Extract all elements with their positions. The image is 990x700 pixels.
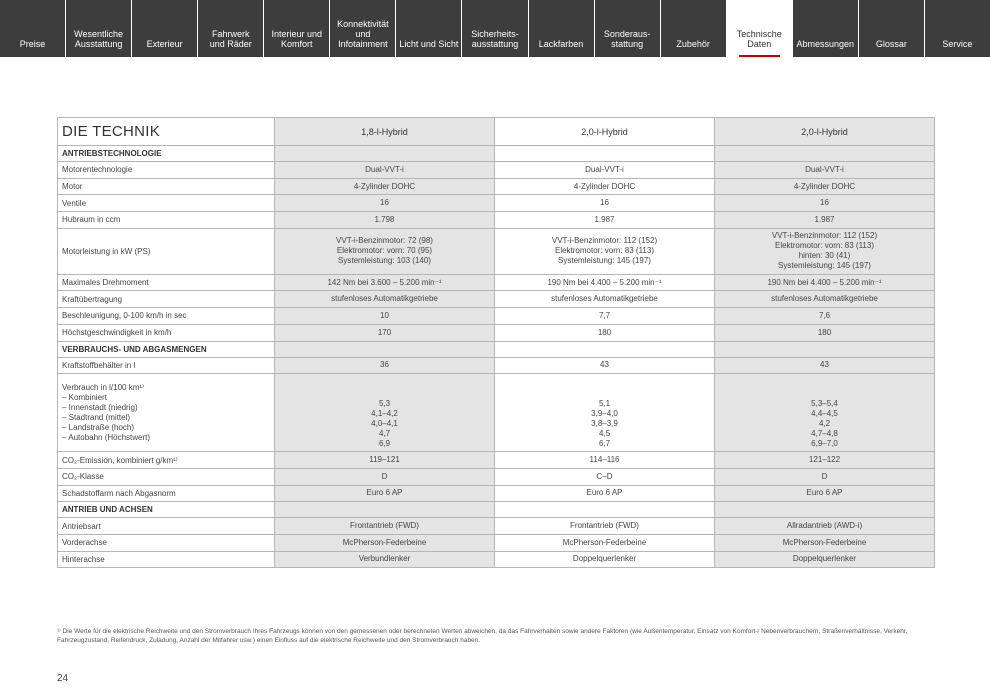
cell-value: 5,3–5,4 4,4–4,5 4,2 4,7–4,8 6,9–7,0 — [715, 374, 935, 452]
cell-value: 43 — [715, 357, 935, 374]
nav-tab-zubehoer[interactable]: Zubehör — [661, 0, 727, 57]
row-label: Motor — [58, 178, 275, 195]
nav-tab-sicherheitsausstattung[interactable]: Sicherheits- ausstattung — [462, 0, 528, 57]
cell-value: 5,1 3,9–4,0 3,8–3,9 4,5 6,7 — [495, 374, 715, 452]
nav-tab-technische-daten[interactable] — [727, 0, 793, 57]
table-row — [58, 308, 935, 325]
row-label: Ventile — [58, 195, 275, 212]
table-row — [58, 178, 935, 195]
cell-value: Euro 6 AP — [495, 485, 715, 502]
row-label: Kraftstoffbehälter in l — [58, 357, 275, 374]
cell-value: Doppelquerlenker — [495, 551, 715, 568]
row-label: Schadstoffarm nach Abgasnorm — [58, 485, 275, 502]
empty-cell — [495, 341, 715, 357]
nav-tab-wesentliche-ausstattung[interactable]: Wesentliche Ausstattung — [66, 0, 132, 57]
cell-value: 1.987 — [495, 212, 715, 229]
cell-value: McPherson-Federbeine — [495, 534, 715, 551]
table-row — [58, 452, 935, 469]
table-row — [58, 374, 935, 452]
table-row — [58, 324, 935, 341]
empty-cell — [495, 502, 715, 518]
cell-value: 180 — [495, 324, 715, 341]
row-label: CO₂-Emission, kombiniert g/km¹⁾ — [58, 452, 275, 469]
cell-value: 121–122 — [715, 452, 935, 469]
table-row — [58, 291, 935, 308]
empty-cell — [495, 146, 715, 162]
cell-value: D — [275, 468, 495, 485]
table-row — [58, 357, 935, 374]
section-heading: VERBRAUCHS- UND ABGASMENGEN — [58, 341, 275, 357]
section-heading-row — [58, 341, 935, 357]
table-row — [58, 485, 935, 502]
nav-tab-technische-daten-label: Technische Daten — [736, 29, 782, 49]
cell-value: C–D — [495, 468, 715, 485]
row-label: Motorleistung in kW (PS) — [58, 228, 275, 274]
nav-tab-lackfarben[interactable]: Lackfarben — [529, 0, 595, 57]
nav-tab-licht-und-sicht[interactable]: Licht und Sicht — [396, 0, 462, 57]
nav-tab-interieur-und-komfort[interactable]: Interieur und Komfort — [264, 0, 330, 57]
cell-value: 1.798 — [275, 212, 495, 229]
row-label: Antriebsart — [58, 518, 275, 535]
cell-value: 114–116 — [495, 452, 715, 469]
cell-value: stufenloses Automatikgetriebe — [715, 291, 935, 308]
technical-data-table — [57, 117, 935, 568]
table-row — [58, 228, 935, 274]
cell-value: 119–121 — [275, 452, 495, 469]
cell-value: McPherson-Federbeine — [715, 534, 935, 551]
cell-value: Euro 6 AP — [715, 485, 935, 502]
cell-value: 36 — [275, 357, 495, 374]
table-row — [58, 195, 935, 212]
cell-value: 43 — [495, 357, 715, 374]
row-label: Motorentechnologie — [58, 162, 275, 179]
empty-cell — [715, 146, 935, 162]
cell-value: McPherson-Federbeine — [275, 534, 495, 551]
cell-value: 4-Zylinder DOHC — [495, 178, 715, 195]
row-label: Hinterachse — [58, 551, 275, 568]
nav-tab-abmessungen[interactable]: Abmessungen — [793, 0, 859, 57]
nav-tab-exterieur[interactable]: Exterieur — [132, 0, 198, 57]
cell-value: Frontantrieb (FWD) — [275, 518, 495, 535]
variant-header: 2,0-l-Hybrid — [715, 118, 935, 146]
table-row — [58, 468, 935, 485]
top-navigation — [0, 0, 990, 57]
cell-value: Allradantrieb (AWD-i) — [715, 518, 935, 535]
row-label: Kraftübertragung — [58, 291, 275, 308]
nav-tab-fahrwerk-und-raeder[interactable]: Fahrwerk und Räder — [198, 0, 264, 57]
cell-value: Frontantrieb (FWD) — [495, 518, 715, 535]
cell-value: stufenloses Automatikgetriebe — [275, 291, 495, 308]
cell-value: 4-Zylinder DOHC — [275, 178, 495, 195]
cell-value: 7,7 — [495, 308, 715, 325]
nav-tab-glossar[interactable]: Glossar — [859, 0, 925, 57]
cell-value: Dual-VVT-i — [715, 162, 935, 179]
cell-value: 1.987 — [715, 212, 935, 229]
table-row — [58, 274, 935, 291]
active-tab-indicator — [739, 55, 780, 57]
cell-value: 16 — [495, 195, 715, 212]
table-row — [58, 551, 935, 568]
empty-cell — [275, 146, 495, 162]
section-heading-row — [58, 146, 935, 162]
row-label: Höchstgeschwindigkeit in km/h — [58, 324, 275, 341]
cell-value: 16 — [275, 195, 495, 212]
cell-value: VVT-i-Benzinmotor: 112 (152) Elektromotor: vorn: 83 (113) hinten: 30 (41) Systemleistung: 145 (197) — [715, 228, 935, 274]
cell-value: 16 — [715, 195, 935, 212]
cell-value: Dual-VVT-i — [495, 162, 715, 179]
variant-header: 2,0-l-Hybrid — [495, 118, 715, 146]
section-heading-row — [58, 502, 935, 518]
table-header-row — [58, 118, 935, 146]
cell-value: Euro 6 AP — [275, 485, 495, 502]
cell-value: VVT-i-Benzinmotor: 72 (98) Elektromotor: vorn: 70 (95) Systemleistung: 103 (140) — [275, 228, 495, 274]
table-title: DIE TECHNIK — [58, 118, 275, 146]
cell-value: 142 Nm bei 3.600 – 5.200 min⁻¹ — [275, 274, 495, 291]
cell-value: 5,3 4,1–4,2 4,0–4,1 4,7 6,9 — [275, 374, 495, 452]
row-label: Maximales Drehmoment — [58, 274, 275, 291]
cell-value: 7,6 — [715, 308, 935, 325]
empty-cell — [275, 341, 495, 357]
footnote: ¹⁾ Die Werte für die elektrische Reichweite und den Stromverbrauch Ihres Fahrzeugs können von den gemessenen oder berechneten Werten abweichen, da das Fahrverhalten sowie andere Faktoren (wie Außentemperatur, Einsatz von Komfort-/ Nebenverbrauchern, Straßenverhältnisse, Verkehr, Fahrzeugzustand, Reifendruck, Zuladung, Anzahl der Mitfahrer usw.) einen Einfluss auf die elektrische Reichweite und den Stromverbrauch haben. — [57, 628, 908, 644]
variant-header: 1,8-l-Hybrid — [275, 118, 495, 146]
row-label: CO₂-Klasse — [58, 468, 275, 485]
row-label: Vorderachse — [58, 534, 275, 551]
cell-value: 190 Nm bei 4.400 – 5.200 min⁻¹ — [495, 274, 715, 291]
row-label: Hubraum in ccm — [58, 212, 275, 229]
nav-tab-preise[interactable]: Preise — [0, 0, 66, 57]
cell-value: Doppelquerlenker — [715, 551, 935, 568]
cell-value: 170 — [275, 324, 495, 341]
cell-value: 4-Zylinder DOHC — [715, 178, 935, 195]
page-number: 24 — [57, 673, 69, 684]
table-row — [58, 534, 935, 551]
cell-value: 10 — [275, 308, 495, 325]
row-label: Verbrauch in l/100 km¹⁾ – Kombiniert – Innenstadt (niedrig) – Stadtrand (mittel) – Landstraße (hoch) – Autobahn (Höchstwert) — [58, 374, 275, 452]
cell-value: Verbundlenker — [275, 551, 495, 568]
cell-value: 180 — [715, 324, 935, 341]
nav-tab-konnektivitaet[interactable]: Konnektivität und Infotainment — [330, 0, 396, 57]
nav-tab-sonderausstattung[interactable]: Sonderaus- stattung — [595, 0, 661, 57]
section-heading: ANTRIEB UND ACHSEN — [58, 502, 275, 518]
table-row — [58, 518, 935, 535]
cell-value: stufenloses Automatikgetriebe — [495, 291, 715, 308]
empty-cell — [275, 502, 495, 518]
empty-cell — [715, 502, 935, 518]
table-row — [58, 162, 935, 179]
cell-value: Dual-VVT-i — [275, 162, 495, 179]
cell-value: 190 Nm bei 4.400 – 5.200 min⁻¹ — [715, 274, 935, 291]
nav-tab-service[interactable]: Service — [925, 0, 990, 57]
cell-value: VVT-i-Benzinmotor: 112 (152) Elektromotor: vorn: 83 (113) Systemleistung: 145 (197) — [495, 228, 715, 274]
table-row — [58, 212, 935, 229]
cell-value: D — [715, 468, 935, 485]
empty-cell — [715, 341, 935, 357]
section-heading: ANTRIEBSTECHNOLOGIE — [58, 146, 275, 162]
row-label: Beschleunigung, 0-100 km/h in sec — [58, 308, 275, 325]
